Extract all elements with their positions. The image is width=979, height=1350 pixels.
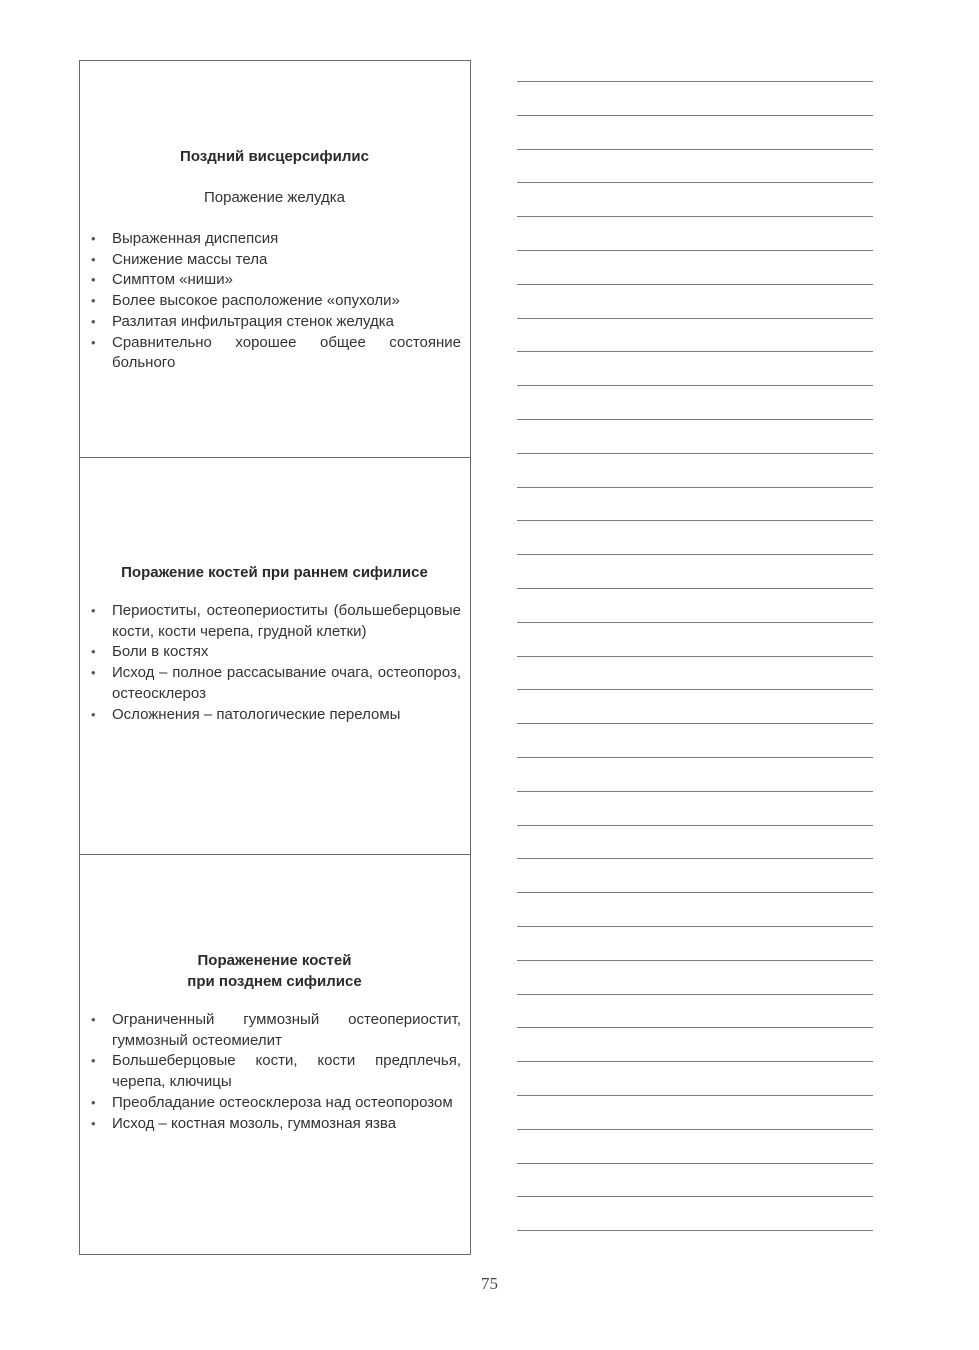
list-item-text: Симптом «ниши» [112,271,233,289]
list-item-text: Выраженная диспепсия [112,230,279,247]
slide-title [88,950,461,992]
slide-title-line: при позднем сифилисе [187,973,362,990]
list-item-text: Исход – полное рассасывание очага, остеопороз, остеосклероз [112,664,461,702]
slide-title: Поздний висцерсифилис [180,148,369,165]
note-line [517,723,873,724]
list-item [88,1051,461,1092]
note-line [517,385,873,386]
list-item [88,1093,461,1114]
bullet-icon: • [91,272,96,288]
note-line [517,1196,873,1197]
slide-subtitle: Поражение желудка [204,189,345,206]
list-item [88,250,461,271]
list-item [88,601,461,642]
list-item [88,663,461,704]
note-line [517,250,873,251]
bullet-icon: • [91,706,96,722]
note-line [517,284,873,285]
note-line [517,318,873,319]
note-line [517,689,873,690]
bullet-icon: • [91,1094,96,1110]
page-number: 75 [481,1274,498,1293]
note-line [517,825,873,826]
bullet-icon: • [91,293,96,309]
note-line [517,892,873,893]
note-line [517,182,873,183]
note-line [517,487,873,488]
bullet-icon: • [91,1053,96,1069]
note-line [517,419,873,420]
note-line [517,926,873,927]
note-line [517,1129,873,1130]
note-line [517,520,873,521]
list-item-text: Сравнительно хорошее общее состояние больного [112,333,461,372]
note-line [517,960,873,961]
slide-late-visceral-syphilis [80,61,470,457]
bullet-icon: • [91,334,96,350]
slide-title: Поражение костей при раннем сифилисе [121,564,428,581]
list-item-text: Боли в костях [112,643,209,661]
list-item-text: Большеберцовые кости, кости предплечья, черепа, ключицы [112,1052,461,1091]
note-line [517,1061,873,1062]
list-item-text: Преобладание остеосклероза над остеопорозом [112,1093,453,1111]
list-item [88,333,461,374]
note-line [517,588,873,589]
slides-column [79,60,471,1255]
note-line [517,81,873,82]
list-item [88,229,461,250]
note-line [517,656,873,657]
list-item-text: Ограниченный гуммозный остеопериостит, гуммозный остеомиелит [112,1011,461,1049]
note-line [517,622,873,623]
note-line [517,554,873,555]
list-item-text: Разлитая инфильтрация стенок желудка [112,312,394,330]
bullet-list [88,601,461,725]
list-item [88,312,461,333]
bullet-icon: • [91,644,96,660]
slide-title-line: Пораженение костей [197,952,352,969]
note-line [517,1095,873,1096]
bullet-icon: • [91,1115,96,1131]
note-line [517,1230,873,1231]
note-line [517,1027,873,1028]
list-item [88,1010,461,1051]
list-item-text: Снижение массы тела [112,250,268,268]
list-item-text: Более высокое расположение «опухоли» [112,292,400,310]
list-item [88,270,461,291]
note-line [517,994,873,995]
list-item-text: Осложнения – патологические переломы [112,705,401,723]
note-line [517,858,873,859]
list-item [88,291,461,312]
note-line [517,453,873,454]
bullet-list [88,229,461,374]
bullet-icon: • [91,665,96,681]
bullet-list [88,1010,461,1134]
note-line [517,216,873,217]
list-item [88,642,461,663]
bullet-icon: • [91,231,96,246]
list-item-text: Исход – костная мозоль, гуммозная язва [112,1114,397,1132]
slide-early-syphilis-bones [80,457,470,854]
note-line [517,351,873,352]
list-item [88,705,461,726]
bullet-icon: • [91,603,96,618]
bullet-icon: • [91,313,96,329]
note-line [517,115,873,116]
note-line [517,791,873,792]
bullet-icon: • [91,251,96,267]
list-item-text: Периоститы, остеопериоститы (большеберцовые кости, кости черепа, грудной клетки) [112,602,461,640]
list-item [88,1114,461,1135]
note-line [517,757,873,758]
bullet-icon: • [91,1012,96,1027]
notes-area [517,0,873,1250]
slide-late-syphilis-bones [80,854,470,1254]
note-line [517,149,873,150]
note-line [517,1163,873,1164]
